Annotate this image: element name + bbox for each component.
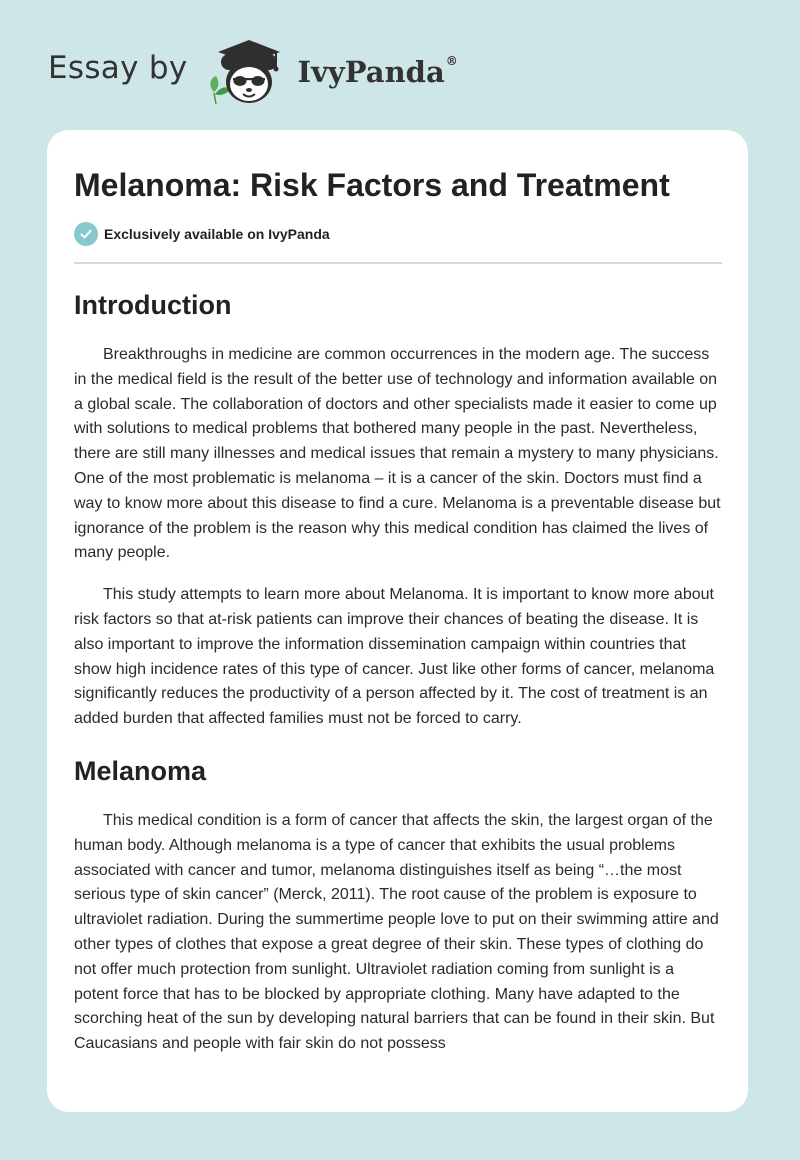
section-heading-introduction: Introduction [74, 290, 232, 320]
panda-logo-icon[interactable] [202, 30, 294, 110]
exclusive-badge [74, 222, 722, 246]
paragraph: This medical condition is a form of cancer that affects the skin, the largest organ of the human body. Although melanoma is a type of cancer that exhibits the usual problems associated with cancer and tumor, melanoma distinguishes itself as being “…the most serious type of skin cancer” (Merck, 2011). The root cause of the problem is exposure to ultraviolet radiation. During the summertime people love to put on their swimming attire and other types of clothes that expose a great degree of their skin. These types of clothing do not offer much protection from sunlight. Ultraviolet radiation coming from sunlight is a potent force that has to be blocked by appropriate clothing. Many have adapted to the scorching heat of the sun by developing natural barriers that can be found in their skin. But Caucasians and people with fair skin do not possess [74, 811, 719, 1053]
brand-name[interactable]: IvyPanda® [297, 54, 458, 89]
essay-card [47, 130, 748, 1112]
section-heading-melanoma: Melanoma [74, 755, 207, 786]
exclusive-badge-text: Exclusively available on IvyPanda [104, 226, 330, 242]
essay-by-label: Essay by [48, 50, 188, 86]
site-header [48, 30, 458, 110]
check-circle-icon [74, 222, 98, 246]
registered-mark: ® [445, 54, 458, 69]
paragraph: Breakthroughs in medicine are common occurrences in the modern age. The success in the medical field is the result of the better use of technology and information available on a global scale. The collaboration of doctors and other specialists made it easier to come up with solutions to medical problems that bothered many people in the past. Nevertheless, there are still many illnesses and medical issues that remain a mystery to many physicians. One of the most problematic is melanoma – it is a cancer of the skin. Doctors must find a way to know more about this disease to find a cure. Melanoma is a preventable disease but ignorance of the problem is the reason why this medical condition has claimed the lives of many people. [74, 346, 721, 562]
paragraph: This study attempts to learn more about Melanoma. It is important to know more about risk factors so that at-risk patients can improve their chances of beating the disease. It is also important to improve the information dissemination campaign within countries that show high incidence rates of this type of cancer. Just like other forms of cancer, melanoma significantly reduces the productivity of a person affected by it. The cost of treatment is an added burden that affected families must not be forced to carry. [74, 586, 715, 728]
essay-title: Melanoma: Risk Factors and Treatment [74, 167, 670, 203]
title-divider [74, 262, 722, 264]
